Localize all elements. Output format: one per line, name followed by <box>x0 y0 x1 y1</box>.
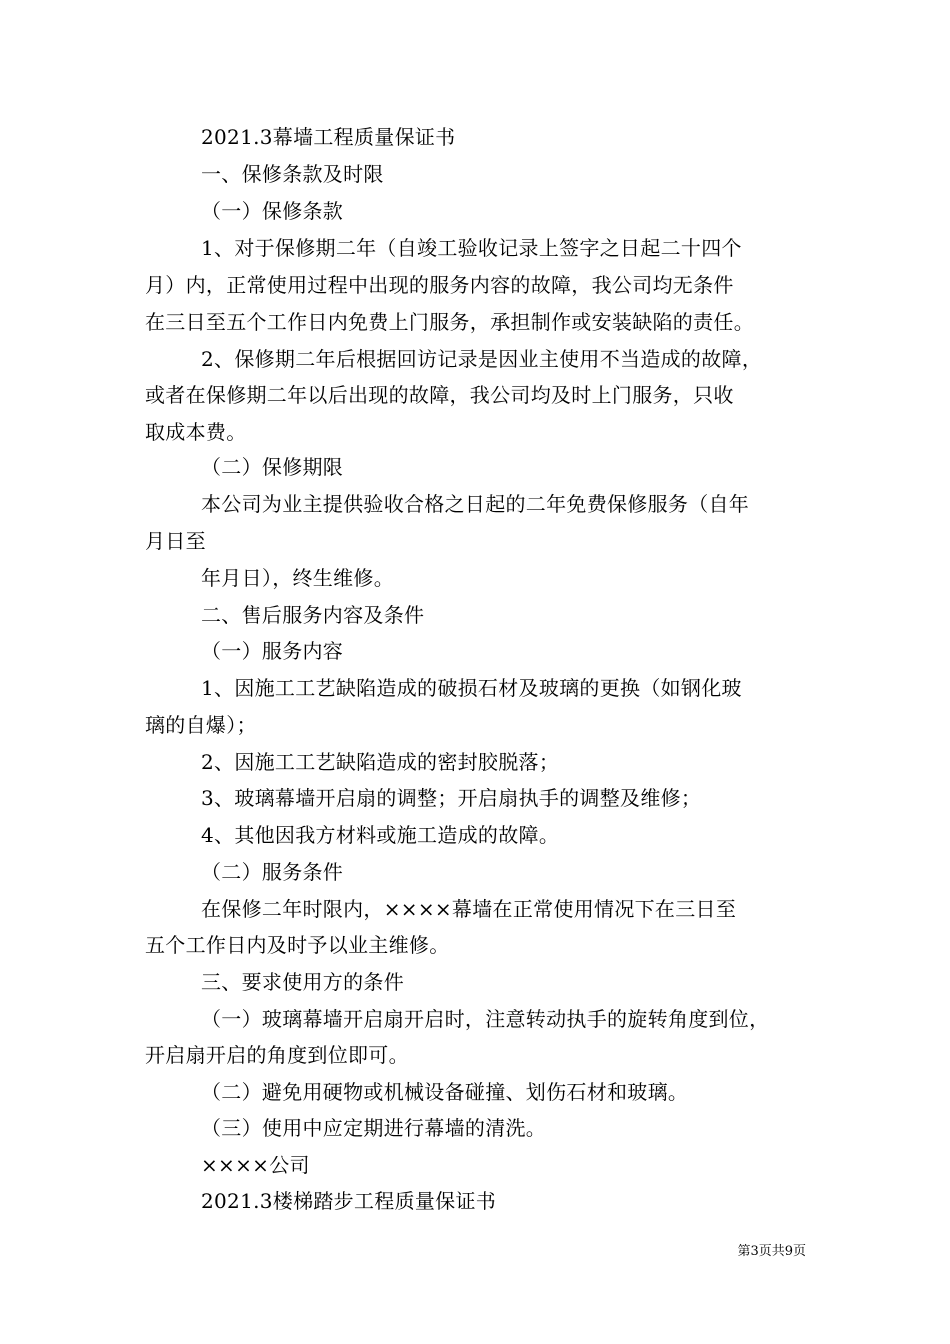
list-item: 2、因施工工艺缺陷造成的密封胶脱落； <box>201 750 560 774</box>
paragraph-line: 开启扇开启的角度到位即可。 <box>145 1043 409 1067</box>
paragraph-line: 五个工作日内及时予以业主维修。 <box>145 933 450 957</box>
list-item: （一）玻璃幕墙开启扇开启时，注意转动执手的旋转角度到位， <box>201 1007 770 1031</box>
list-item: （二）避免用硬物或机械设备碰撞、划伤石材和玻璃。 <box>201 1080 689 1104</box>
company-signature: ××××公司 <box>201 1153 310 1177</box>
section-heading: 二、售后服务内容及条件 <box>201 603 425 627</box>
paragraph-line: 年月日），终生维修。 <box>201 566 394 590</box>
list-item: 4、其他因我方材料或施工造成的故障。 <box>201 823 560 847</box>
paragraph-line: 在保修二年时限内，××××幕墙在正常使用情况下在三日至 <box>201 897 737 921</box>
paragraph-line: 璃的自爆）； <box>145 713 257 737</box>
paragraph-line: 2、保修期二年后根据回访记录是因业主使用不当造成的故障， <box>201 347 763 371</box>
next-document-title: 2021.3楼梯踏步工程质量保证书 <box>201 1189 497 1213</box>
subsection-heading: （一）服务内容 <box>201 639 344 663</box>
paragraph-line: 月）内，正常使用过程中出现的服务内容的故障，我公司均无条件 <box>145 273 734 297</box>
page-number: 第3页共9页 <box>737 1244 806 1259</box>
paragraph-line: 1、对于保修期二年（自竣工验收记录上签字之日起二十四个 <box>201 236 742 260</box>
paragraph-line: 月日至 <box>145 529 206 553</box>
subsection-heading: （二）服务条件 <box>201 860 344 884</box>
paragraph-line: 或者在保修期二年以后出现的故障，我公司均及时上门服务，只收 <box>145 383 734 407</box>
section-heading: 三、要求使用方的条件 <box>201 970 404 994</box>
list-item: 3、玻璃幕墙开启扇的调整；开启扇执手的调整及维修； <box>201 786 702 810</box>
subsection-heading: （一）保修条款 <box>201 199 344 223</box>
paragraph-line: 本公司为业主提供验收合格之日起的二年免费保修服务（自年 <box>201 492 750 516</box>
section-heading: 一、保修条款及时限 <box>201 162 384 186</box>
list-item: 1、因施工工艺缺陷造成的破损石材及玻璃的更换（如钢化玻 <box>201 676 742 700</box>
paragraph-line: 在三日至五个工作日内免费上门服务，承担制作或安装缺陷的责任。 <box>145 310 754 334</box>
document-title: 2021.3幕墙工程质量保证书 <box>201 125 456 149</box>
subsection-heading: （二）保修期限 <box>201 455 344 479</box>
paragraph-line: 取成本费。 <box>145 420 247 444</box>
list-item: （三）使用中应定期进行幕墙的清洗。 <box>201 1116 547 1140</box>
